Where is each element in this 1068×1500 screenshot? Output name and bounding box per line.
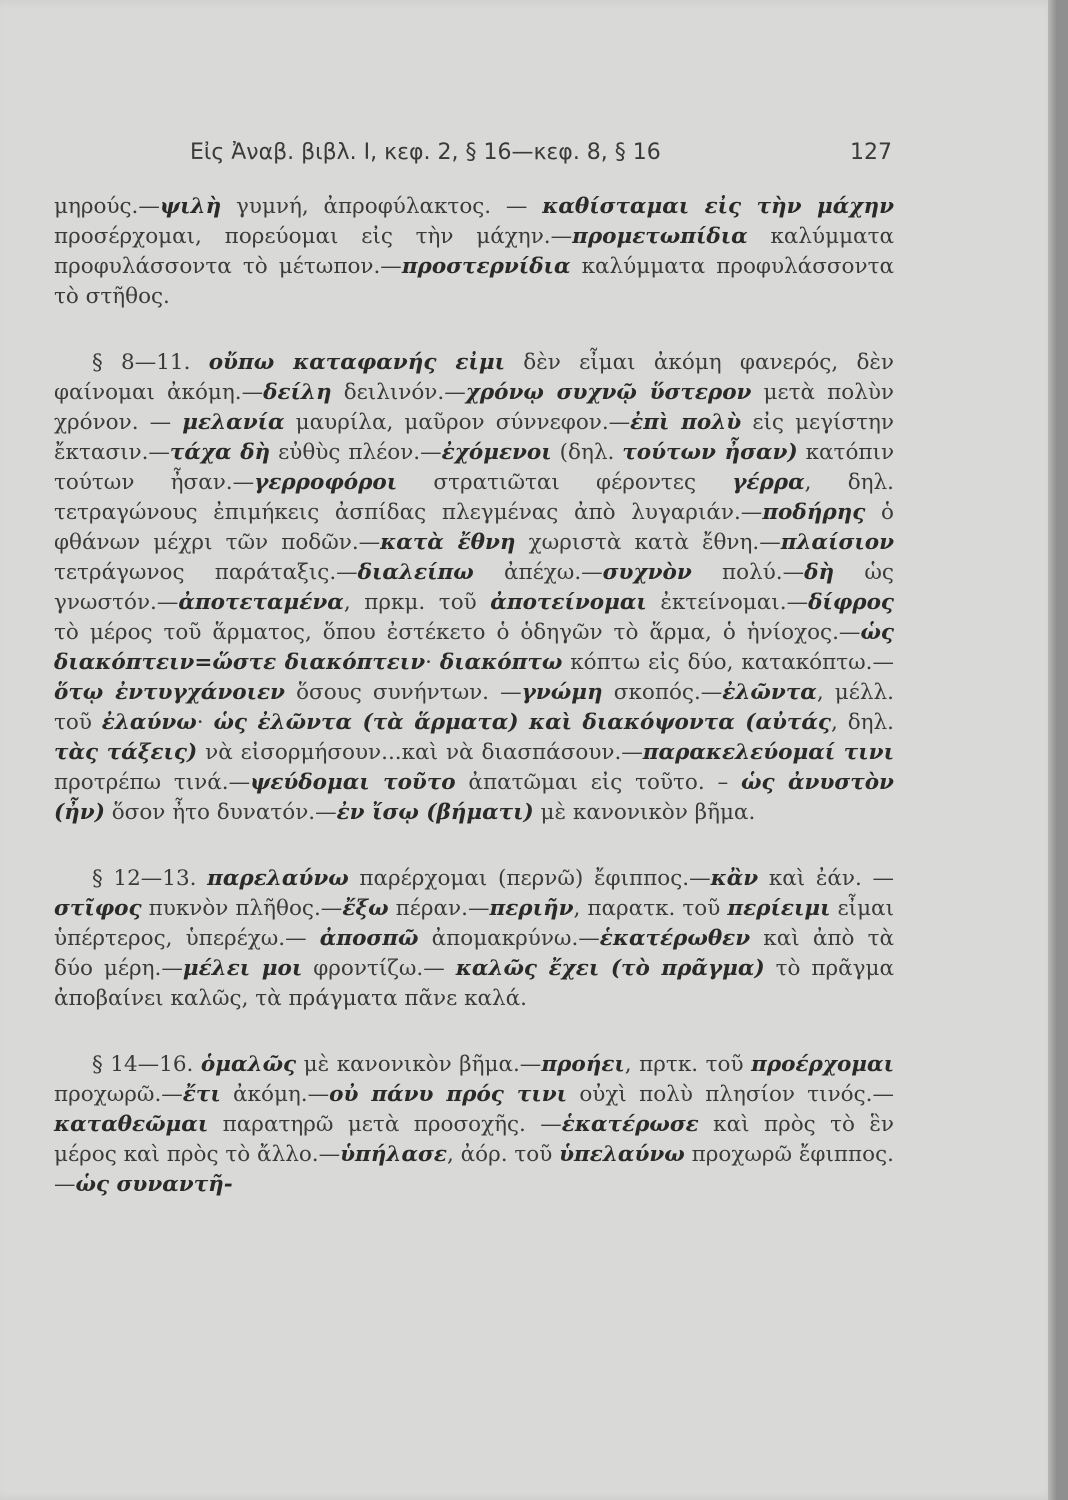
lemma: ὑπελαύνω	[559, 1142, 685, 1167]
lemma: διακόπτω	[439, 650, 563, 675]
gloss-text: , παρατκ. τοῦ	[573, 896, 728, 921]
gloss-text: σκοπός.—	[602, 680, 723, 705]
gloss-text: πυκνὸν πλῆθος.—	[141, 896, 343, 921]
gloss-text: καὶ ἐάν. —	[758, 866, 895, 891]
gloss-text: παρατηρῶ μετὰ προσοχῆς. —	[208, 1112, 562, 1137]
paragraph	[54, 192, 894, 312]
gloss-text: , ἀόρ. τοῦ	[446, 1142, 560, 1167]
lemma: οὔπω καταφανής εἰμι	[208, 350, 505, 375]
lemma: περιῆν	[489, 896, 574, 921]
paragraph	[54, 1050, 894, 1200]
lemma: καλῶς ἔχει (τὸ πρᾶγμα)	[455, 956, 765, 981]
gloss-text: μαυρίλα, μαῦρον σύννεφον.—	[284, 410, 631, 435]
lemma: δίφρος	[808, 590, 895, 615]
gloss-text: ·	[425, 650, 440, 675]
gloss-text: § 8—11.	[92, 350, 209, 375]
lemma: στῖφος	[54, 896, 142, 921]
lemma: ὁμαλῶς	[200, 1052, 297, 1077]
gloss-text: ἀπατῶμαι εἰς τοῦτο. –	[455, 770, 742, 795]
lemma: προέρχομαι	[751, 1052, 894, 1077]
gloss-text: καὶ ἀπὸ τὰ δύο μέρη.—	[54, 926, 894, 981]
lemma: ἐλῶντα	[722, 680, 817, 705]
lemma: παρελαύνω	[207, 866, 349, 891]
gloss-text: καὶ πρὸς τὸ ἓν μέρος καὶ πρὸς τὸ ἄλλο.—	[54, 1112, 894, 1167]
gloss-text: πολύ.—	[691, 560, 805, 585]
lemma: καθίσταμαι εἰς τὴν μάχην	[542, 194, 894, 219]
lemma: δείλη	[263, 380, 332, 405]
lemma: μέλει μοι	[182, 956, 303, 981]
gloss-text: προτρέπω τινά.—	[54, 770, 251, 795]
gloss-text: γυμνή, ἀπροφύλακτος. —	[221, 194, 543, 219]
gloss-text: προσέρχομαι, πορεύομαι εἰς τὴν μάχην.—	[54, 224, 573, 249]
lemma: προήει	[541, 1052, 625, 1077]
lemma: ὡς ἀνυστὸν (ἦν)	[54, 770, 894, 825]
page-number: 127	[850, 140, 892, 165]
lemma: ψεύδομαι τοῦτο	[250, 770, 456, 795]
gloss-text: (δηλ.	[551, 440, 623, 465]
gloss-text: ·	[196, 710, 214, 735]
gloss-text: νὰ εἰσορμήσουν...καὶ νὰ διασπάσουν.—	[197, 740, 643, 765]
gloss-text: μὲ κανονικὸν βῆμα.	[533, 800, 756, 825]
gloss-text: τὸ πρᾶγμα ἀποβαίνει καλῶς, τὰ πράγματα πᾶνε καλά.	[54, 956, 894, 1011]
lemma: ποδήρης	[762, 500, 866, 525]
lemma: γέρρα	[732, 470, 805, 495]
lemma: ἀποσπῶ	[319, 926, 419, 951]
lemma: χρόνῳ συχνῷ ὕστερον	[465, 380, 752, 405]
lemma: τὰς τάξεις)	[54, 740, 198, 765]
gloss-text: ἀπομακρύνω.—	[418, 926, 600, 951]
gloss-text: κατόπιν τούτων ἦσαν.—	[54, 440, 895, 495]
gloss-text: ἐκτείνομαι.—	[646, 590, 809, 615]
lemma: ἔξω	[342, 896, 389, 921]
lemma: διαλείπω	[357, 560, 474, 585]
gloss-text: ὅσον ἦτο δυνατόν.—	[104, 800, 337, 825]
gloss-text: δειλινόν.—	[331, 380, 466, 405]
lemma: ἑκατέρωσε	[561, 1112, 699, 1137]
lemma: ἀποτείνομαι	[490, 590, 647, 615]
lemma: ὑπήλασε	[340, 1142, 447, 1167]
lemma: μελανία	[182, 410, 285, 435]
gloss-text: δὲν εἶμαι ἀκόμη φανερός, δὲν φαίνομαι ἀκόμη.—	[54, 350, 894, 405]
gloss-text: εὐθὺς πλέον.—	[270, 440, 442, 465]
page-edge	[1048, 0, 1058, 1500]
lemma: προμετωπίδια	[572, 224, 748, 249]
gloss-text: , πρτκ. τοῦ	[624, 1052, 752, 1077]
lemma: ἐν ἴσῳ (βήματι)	[336, 800, 534, 825]
lemma: κατὰ ἔθνη	[380, 530, 516, 555]
lemma: ἐλαύνω	[101, 710, 197, 735]
gloss-text: στρατιῶται φέροντες	[397, 470, 733, 495]
body-text	[54, 192, 894, 1200]
lemma: ἔτι	[182, 1082, 221, 1107]
lemma: κἂν	[710, 866, 759, 891]
gloss-text: ὅσους συνήντων. —	[284, 680, 522, 705]
gloss-text: μετὰ πολὺν χρόνον. —	[54, 380, 894, 435]
lemma: γνώμη	[521, 680, 603, 705]
lemma: ὅτῳ ἐντυγχάνοιεν	[54, 680, 285, 705]
gloss-text: τετράγωνος παράταξις.—	[54, 560, 358, 585]
lemma: παρακελεύομαί τινι	[642, 740, 894, 765]
gloss-text: ὡς γνωστόν.—	[54, 560, 894, 615]
lemma: περίειμι	[727, 896, 831, 921]
gloss-text: ἀκόμη.—	[220, 1082, 330, 1107]
gloss-text: προχωρῶ.—	[54, 1082, 183, 1107]
lemma: συχνὸν	[602, 560, 692, 585]
lemma: ἑκατέρωθεν	[599, 926, 751, 951]
lemma: ἐχόμενοι	[441, 440, 552, 465]
lemma: γερροφόροι	[254, 470, 398, 495]
lemma: ἀποτεταμένα	[178, 590, 344, 615]
lemma: πλαίσιον	[780, 530, 894, 555]
gloss-text: πέραν.—	[388, 896, 490, 921]
gloss-text: , δηλ.	[831, 710, 894, 735]
lemma: ψιλὴ	[159, 194, 222, 219]
gloss-text: εἶμαι ὑπέρτερος, ὑπερέχω.—	[54, 896, 895, 951]
lemma: τούτων ἦσαν)	[622, 440, 798, 465]
lemma: ὡς συναντῆ-	[75, 1172, 233, 1197]
gloss-text: τὸ μέρος τοῦ ἅρματος, ὅπου ἐστέκετο ὁ ὁδηγῶν τὸ ἅρμα, ὁ ἡνίοχος.—	[54, 620, 861, 645]
gloss-text: φροντίζω.—	[302, 956, 456, 981]
paragraph	[54, 864, 894, 1014]
lemma: ὡς διακόπτειν=ὥστε διακόπτειν	[54, 620, 894, 675]
gloss-text: ἀπέχω.—	[473, 560, 603, 585]
gloss-text: § 12—13.	[92, 866, 208, 891]
lemma: οὐ πάνυ πρός τινι	[329, 1082, 568, 1107]
gloss-text: , πρκμ. τοῦ	[343, 590, 491, 615]
gloss-text: κόπτω εἰς δύο, κατακόπτω.—	[562, 650, 894, 675]
gloss-text: προχωρῶ ἔφιππος.—	[54, 1142, 894, 1197]
running-head: Εἰς Ἀναβ. βιβλ. Ι, κεφ. 2, § 16—κεφ. 8, § 16	[190, 140, 661, 165]
gloss-text: μὲ κανονικὸν βῆμα.—	[296, 1052, 542, 1077]
lemma: προστερνίδια	[401, 254, 571, 279]
gloss-text: καλύμματα προφυλάσσοντα τὸ στῆθος.	[54, 254, 894, 309]
gloss-text: παρέρχομαι (περνῶ) ἔφιππος.—	[348, 866, 711, 891]
lemma: καταθεῶμαι	[54, 1112, 209, 1137]
paragraph	[54, 348, 894, 828]
lemma: ὡς ἐλῶντα (τὰ ἅρματα) καὶ διακόψοντα (αὐτάς	[213, 710, 832, 735]
gloss-text: , μέλλ. τοῦ	[54, 680, 894, 735]
gloss-text: , δηλ. τετραγώνους ἐπιμήκεις ἀσπίδας πλεγμένας ἀπὸ λυγαριάν.—	[54, 470, 894, 525]
gloss-text: § 14—16.	[92, 1052, 201, 1077]
gloss-text: καλύμματα προφυλάσσοντα τὸ μέτωπον.—	[54, 224, 894, 279]
gloss-text: οὐχὶ πολὺ πλησίον τινός.—	[567, 1082, 894, 1107]
lemma: τάχα δὴ	[169, 440, 271, 465]
lemma: δὴ	[804, 560, 835, 585]
gloss-text: εἰς μεγίστην ἔκτασιν.—	[54, 410, 894, 465]
gloss-text: μηρούς.—	[54, 194, 160, 219]
lemma: ἐπὶ πολὺ	[630, 410, 742, 435]
gloss-text: χωριστὰ κατὰ ἔθνη.—	[515, 530, 781, 555]
gloss-text: ὁ φθάνων μέχρι τῶν ποδῶν.—	[54, 500, 894, 555]
